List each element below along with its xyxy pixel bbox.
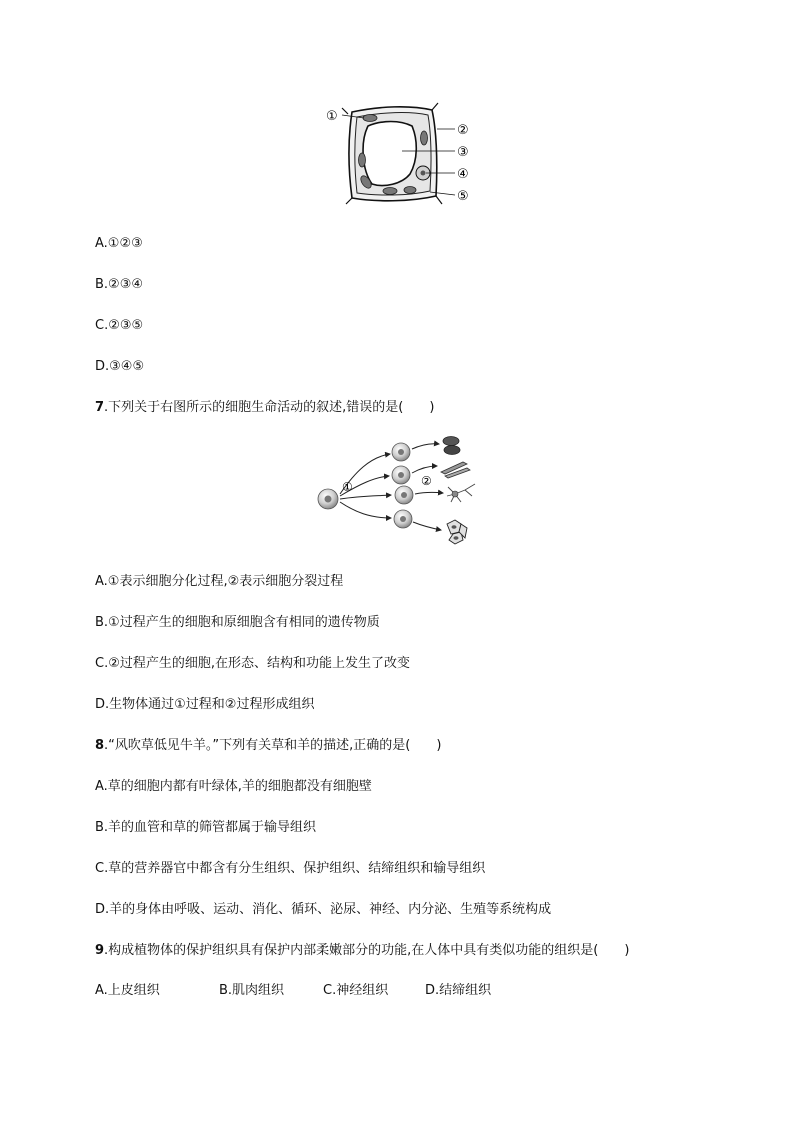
figure1-label-5: ⑤	[457, 189, 469, 204]
q7-question	[95, 399, 434, 417]
q7-number: 7	[95, 400, 105, 415]
cell-division-differentiation-figure	[315, 432, 480, 552]
figure2-label-1: ①	[342, 480, 353, 494]
q8-number: 8	[95, 738, 105, 753]
q9-question	[95, 942, 629, 960]
figure1-label-2: ②	[457, 123, 469, 138]
q9-number: 9	[95, 943, 105, 958]
q8-option-b: B.羊的血管和草的筛管都属于输导组织	[95, 820, 317, 835]
q6-option-a: A.①②③	[95, 236, 143, 251]
q7-option-c: C.②过程产生的细胞,在形态、结构和功能上发生了改变	[95, 656, 410, 671]
q7-text: .下列关于右图所示的细胞生命活动的叙述,错误的是( )	[104, 400, 435, 415]
figure1-label-1: ①	[326, 109, 338, 124]
q9-option-c: C.神经组织	[323, 983, 389, 998]
figure2-label-2: ②	[421, 474, 432, 488]
q9-text: .构成植物体的保护组织具有保护内部柔嫩部分的功能,在人体中具有类似功能的组织是( )	[104, 943, 630, 958]
q8-option-c: C.草的营养器官中都含有分生组织、保护组织、结缔组织和输导组织	[95, 861, 486, 876]
q6-option-b: B.②③④	[95, 277, 144, 292]
q6-option-d: D.③④⑤	[95, 359, 145, 374]
q9-option-b: B.肌肉组织	[219, 983, 285, 998]
q9-option-d: D.结缔组织	[425, 983, 492, 998]
q8-option-d: D.羊的身体由呼吸、运动、消化、循环、泌尿、神经、内分泌、生殖等系统构成	[95, 902, 552, 917]
q8-option-a: A.草的细胞内都有叶绿体,羊的细胞都没有细胞壁	[95, 779, 372, 794]
q7-option-a: A.①表示细胞分化过程,②表示细胞分裂过程	[95, 574, 344, 589]
q7-option-d: D.生物体通过①过程和②过程形成组织	[95, 697, 315, 712]
q8-text: .“风吹草低见牛羊。”下列有关草和羊的描述,正确的是( )	[104, 738, 442, 753]
q9-option-a: A.上皮组织	[95, 983, 160, 998]
q8-question	[95, 737, 441, 755]
figure1-label-3: ③	[457, 145, 469, 160]
q7-option-b: B.①过程产生的细胞和原细胞含有相同的遗传物质	[95, 615, 380, 630]
q6-option-c: C.②③⑤	[95, 318, 144, 333]
plant-cell-figure	[320, 98, 480, 213]
figure1-label-4: ④	[457, 167, 469, 182]
